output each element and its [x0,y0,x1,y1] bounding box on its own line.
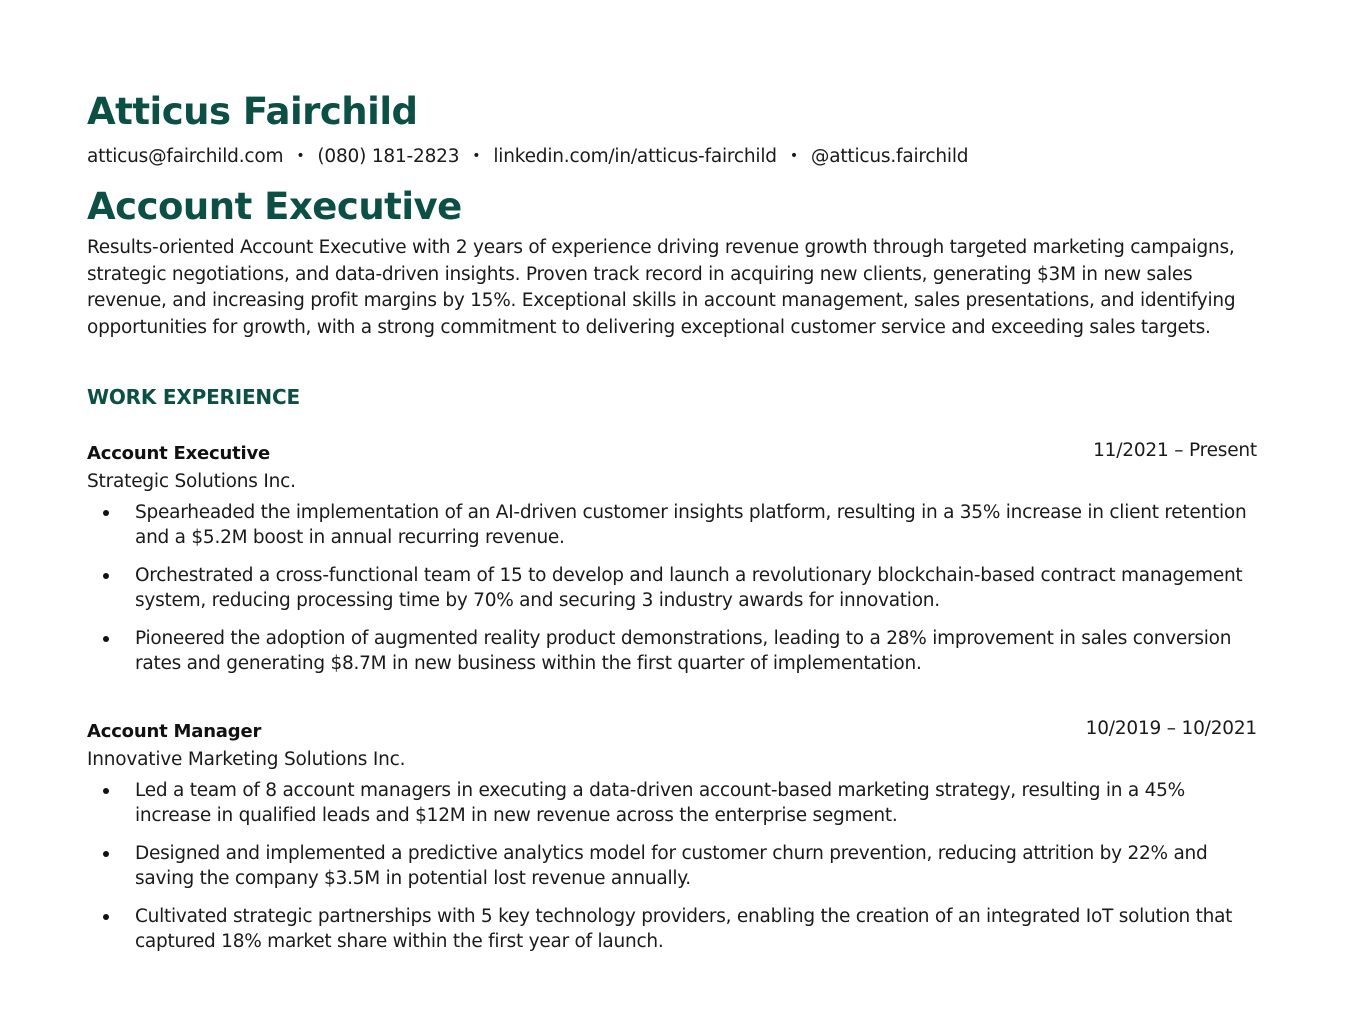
job-entry [87,440,1257,676]
contact-separator: • [472,148,481,164]
job-dates: 11/2021 – Present [1093,439,1257,461]
bullet-text: Led a team of 8 account managers in executing a data-driven account-based marketing strategy, resulting in a 45% increase in qualified leads and $12M in new revenue across the enterprise segment. [135,779,1185,826]
bullet-item [87,563,1257,613]
bullet-text: Cultivated strategic partnerships with 5 key technology providers, enabling the creation of an integrated IoT solution that captured 18% market share within the first year of launch. [135,905,1233,952]
contact-handle[interactable]: @atticus.fairchild [810,146,969,167]
job-header [87,718,1257,746]
work-experience-heading: WORK EXPERIENCE [87,384,300,409]
job-title: Account Manager [87,720,262,742]
bullet-item [87,841,1257,891]
job-header [87,440,1257,468]
bullet-text: Orchestrated a cross-functional team of 15 to develop and launch a revolutionary blockchain-based contract management system, reducing processing time by 70% and securing 3 industry awards for innovation. [135,564,1243,611]
job-company: Innovative Marketing Solutions Inc. [87,748,406,770]
job-company: Strategic Solutions Inc. [87,470,296,492]
bullet-item [87,626,1257,676]
bullet-text: Pioneered the adoption of augmented reality product demonstrations, leading to a 28% improvement in sales conversion rates and generating $8.7M in new business within the first quarter of implementation. [135,627,1232,674]
profile-summary: Results-oriented Account Executive with 2 years of experience driving revenue growth through targeted marketing campaigns, strategic negotiations, and data-driven insights. Proven track record in acquiring new clients, generating $3M in new sales revenue, and increasing profit margins by 15%. Exceptional skills in account management, sales presentations, and identifying opportunities for growth, with a strong commitment to delivering exceptional customer service and exceeding sales targets. [87,237,1236,339]
bullet-item [87,904,1257,954]
candidate-name: Atticus Fairchild [87,90,418,133]
bullet-dot-icon [103,788,109,794]
job-bullets [87,778,1257,954]
contact-linkedin[interactable]: linkedin.com/in/atticus-fairchild [493,146,777,167]
contact-email[interactable]: atticus@fairchild.com [87,146,284,167]
profile-title: Account Executive [87,185,462,228]
contact-separator: • [789,148,798,164]
job-title: Account Executive [87,442,271,464]
bullet-dot-icon [103,510,109,516]
bullet-item [87,500,1257,550]
bullet-dot-icon [103,573,109,579]
job-entry [87,718,1257,954]
bullet-dot-icon [103,851,109,857]
contact-line [87,144,1257,169]
bullet-dot-icon [103,914,109,920]
bullet-dot-icon [103,636,109,642]
bullet-item [87,778,1257,828]
bullet-text: Spearheaded the implementation of an AI-driven customer insights platform, resulting in a 35% increase in client retention and a $5.2M boost in annual recurring revenue. [135,501,1247,548]
job-dates: 10/2019 – 10/2021 [1085,717,1257,739]
contact-phone[interactable]: (080) 181-2823 [317,146,460,167]
job-bullets [87,500,1257,676]
contact-separator: • [296,148,305,164]
bullet-text: Designed and implemented a predictive analytics model for customer churn prevention, reducing attrition by 22% and saving the company $3.5M in potential lost revenue annually. [135,842,1208,889]
resume-page [87,88,1257,967]
